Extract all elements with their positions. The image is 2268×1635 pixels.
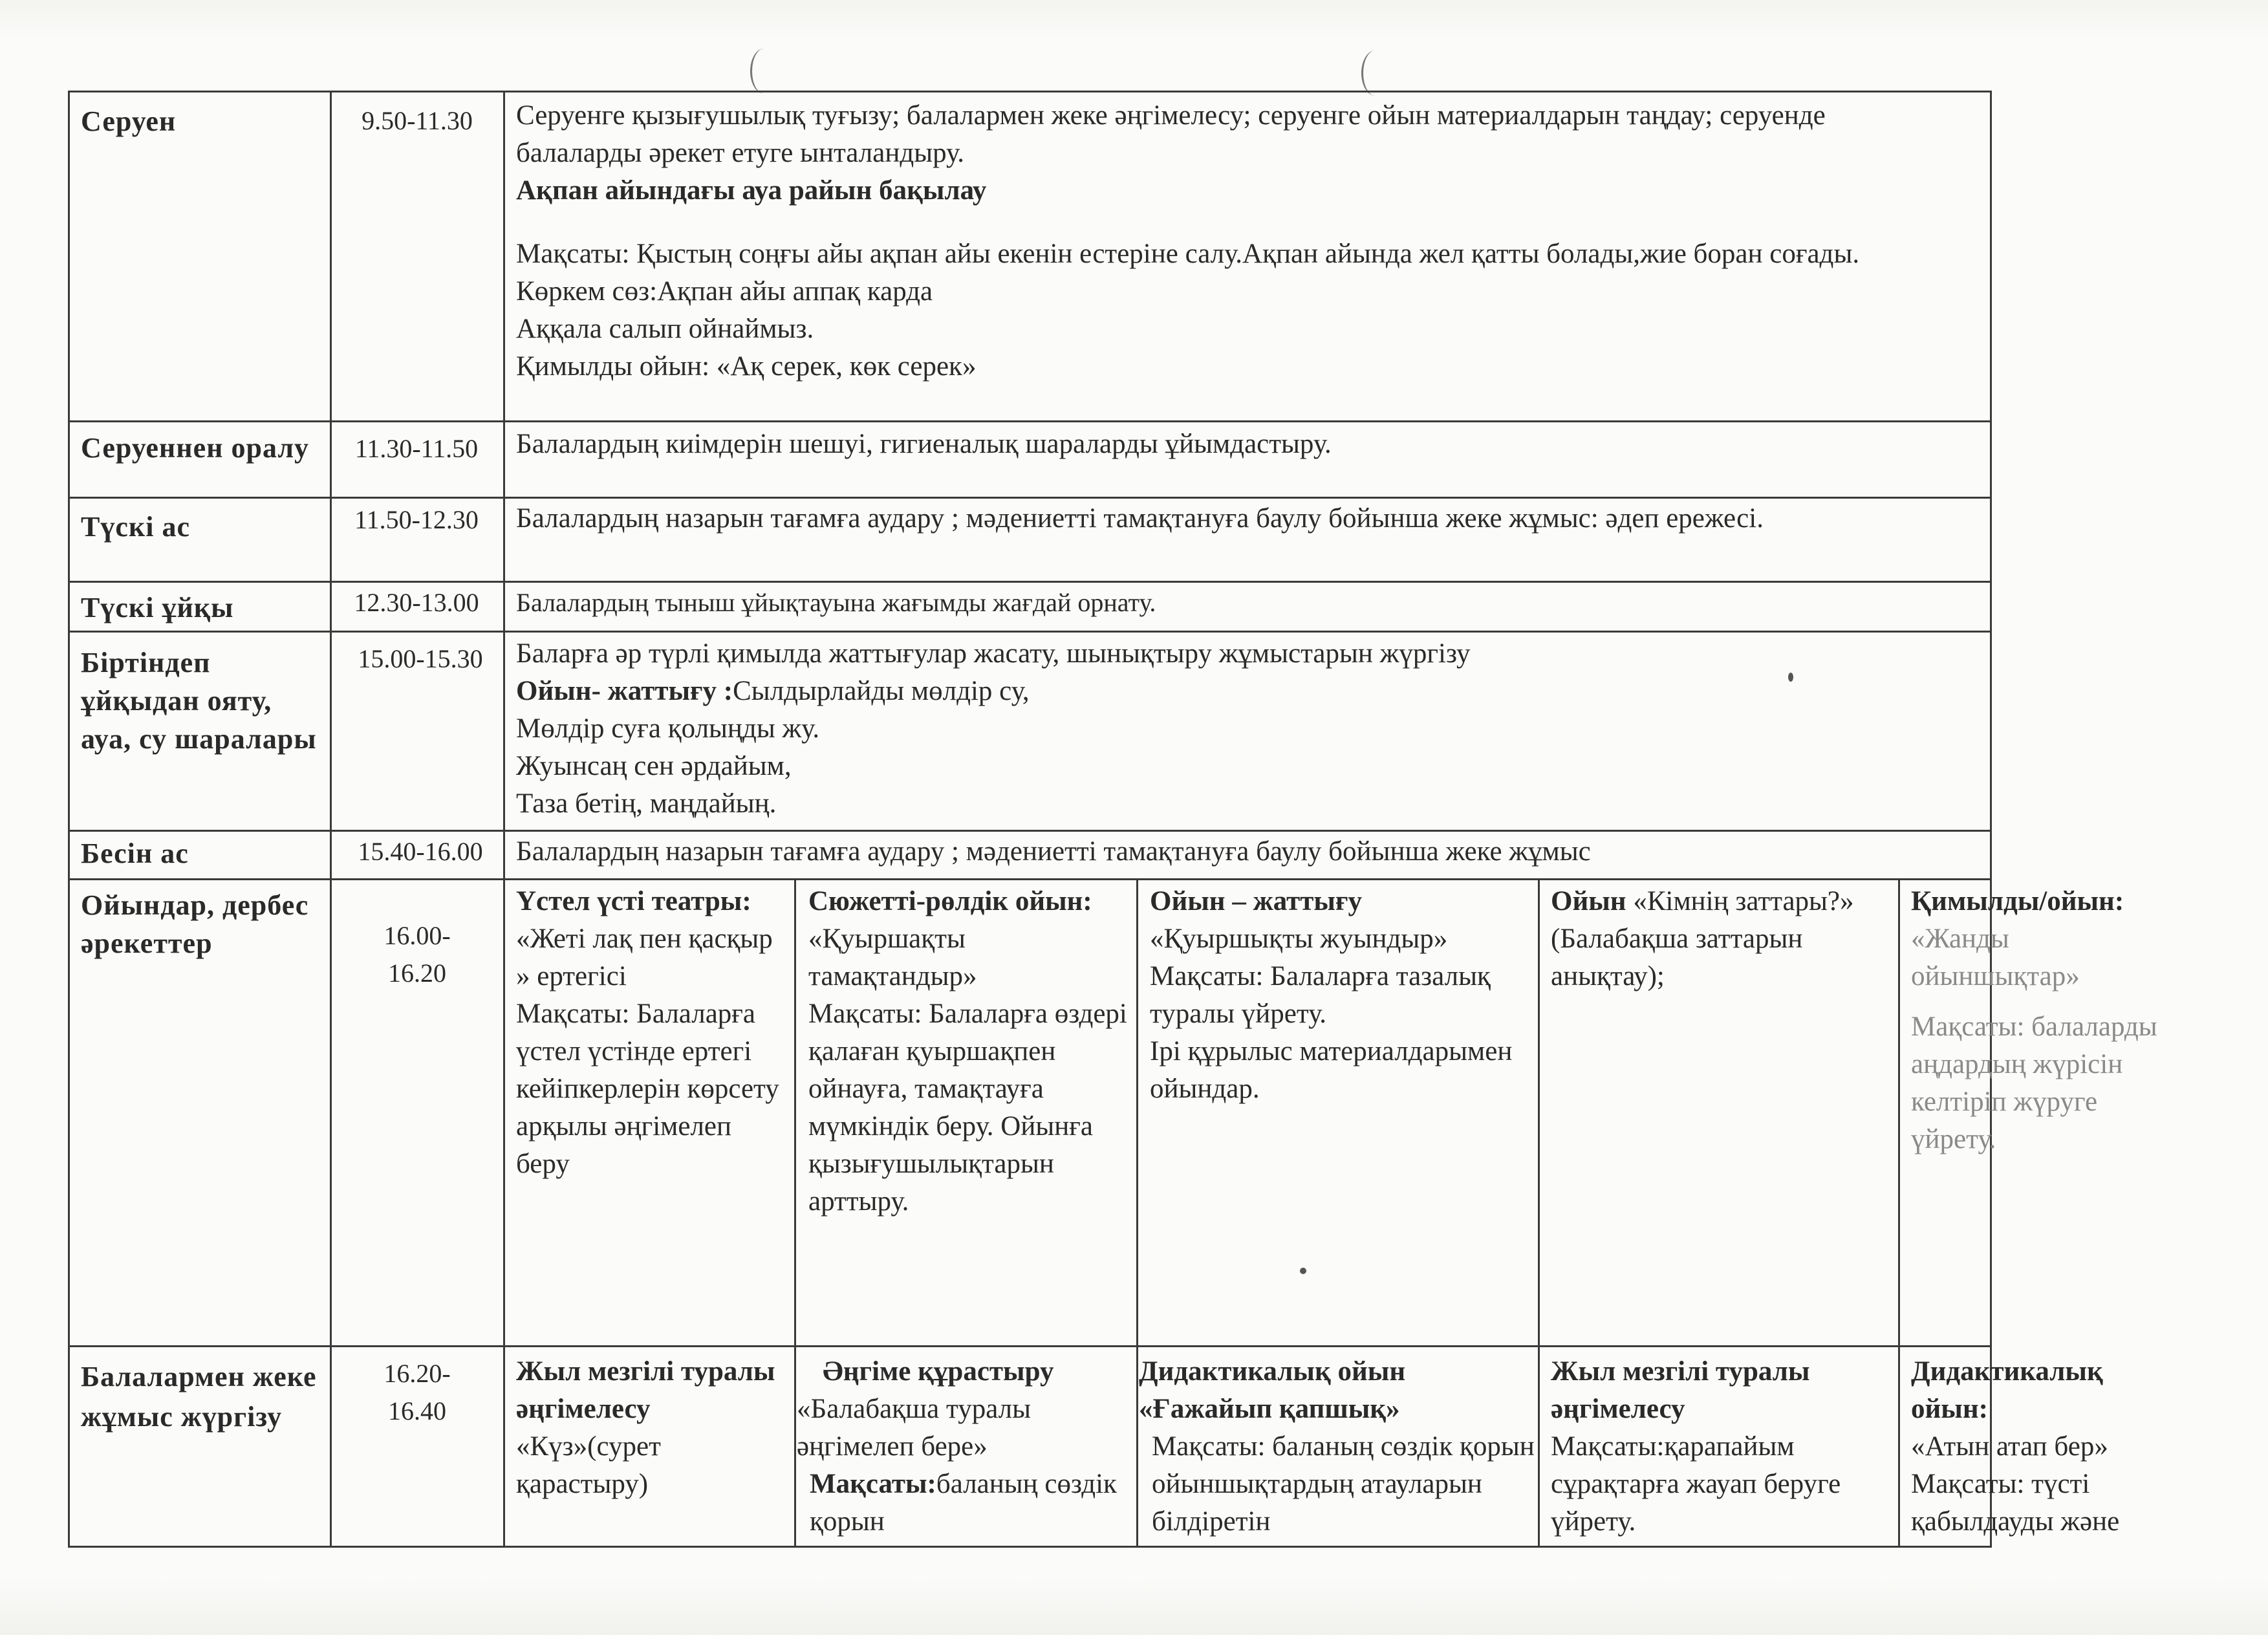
row-divider: [68, 830, 1992, 832]
work-cell: [1911, 1353, 2170, 1544]
column-divider: [1538, 878, 1540, 1548]
column-divider: [330, 91, 332, 1548]
row-content: Балалардың киімдерін шешуі, гигиеналық шараларды ұйымдастыру.: [516, 429, 1332, 459]
row-time: 15.00-15.30: [358, 644, 483, 673]
table-border-right: [1990, 91, 1992, 1548]
work-heading: Дидактикалық ойын:: [1911, 1356, 2103, 1424]
work-heading: Жыл мезгілі туралы әңгімелесу: [516, 1356, 775, 1424]
activity-cell-wide: [1911, 883, 2170, 1158]
table-border-bottom: [68, 1546, 1992, 1548]
activity-body: «Қуыршықты жуындыр» Мақсаты: Балаларға тазалық туралы үйрету. Ірі құрылыс материалдарымен ойындар.: [1150, 924, 1513, 1104]
row-divider: [68, 497, 1992, 499]
row-time: 11.50-12.30: [354, 505, 479, 534]
table-border-left: [68, 91, 70, 1548]
work-body: «Балабақша туралы әңгімелеп бере»: [797, 1394, 1031, 1462]
activity-cell: [1150, 883, 1535, 1108]
work-body: «Атын атап бер» Мақсаты: түсті қабылдауды және: [1911, 1431, 2120, 1537]
row-content: Балалардың тыныш ұйықтауына жағымды жағдай орнату.: [516, 588, 1156, 617]
content-line: Аққала салып ойнаймыз.: [516, 314, 814, 344]
row-content: Балалардың назарын тағамға аудару ; мәдениетті тамақтануға баулу бойынша жеке жұмыс: әдеп ережесі.: [516, 503, 1764, 534]
work-heading: Дидактикалық ойын «Ғажайып қапшық»: [1139, 1356, 1406, 1424]
activity-cell: [1551, 883, 1895, 995]
content-line: Қимылды ойын: «Ақ серек, көк серек»: [516, 351, 977, 382]
work-goal-text: баланың сөздік қорын: [810, 1469, 1117, 1537]
content-line: Көркем сөз:Ақпан айы аппақ карда: [516, 276, 933, 307]
rhyme-line: Жуынсаң сен әрдайым,: [516, 751, 792, 781]
content-line: Баларға әр түрлі қимылда жаттығулар жасату, шынықтыру жұмыстарын жүргізу: [516, 638, 1471, 669]
work-cell: [1551, 1353, 1895, 1544]
row-content: Балалардың назарын тағамға аудару ; мәдениетті тамақтануға баулу бойынша жеке жұмыс: [516, 836, 1591, 867]
activity-body: «Кімнің заттары?» (Балабақша заттарын анықтау);: [1551, 886, 1854, 991]
game-line: [516, 673, 1984, 710]
row-title: Біртіндеп ұйқыдан ояту, ауа, су шаралары: [81, 647, 317, 755]
work-heading: Жыл мезгілі туралы әңгімелесу: [1551, 1356, 1810, 1424]
row-time: 12.30-13.00: [354, 588, 479, 617]
work-cell: [797, 1353, 1134, 1544]
row-title: Серуеннен оралу: [81, 432, 310, 464]
row-time: 11.30-11.50: [354, 434, 479, 463]
work-body: «Күз»(сурет қарастыру): [516, 1431, 661, 1499]
row-divider: [68, 1345, 1992, 1347]
activity-heading: Ойын: [1551, 886, 1626, 916]
row-time: 15.40-16.00: [358, 837, 483, 866]
column-divider: [1898, 878, 1900, 1548]
row-time: 16.20- 16.40: [383, 1359, 451, 1425]
activity-heading: Сюжетті-рөлдік ойын:: [808, 886, 1092, 916]
content-line: Серуенге қызығушылық туғызу; балалармен жеке әңгімелесу; серуенге ойын материалдарын таңдау; серуенде: [516, 100, 1826, 131]
work-goal-label: Мақсаты:: [810, 1469, 936, 1499]
column-divider: [503, 91, 505, 1548]
activity-heading: Ойын – жаттығу: [1150, 886, 1362, 916]
row-time: 16.00- 16.20: [383, 921, 451, 988]
row-title: Балалармен жеке жұмыс жүргізу: [81, 1361, 317, 1433]
row-title: Түскі ас: [81, 511, 190, 543]
rhyme-line: Мөлдір суға қолыңды жу.: [516, 713, 820, 744]
activity-cell: [516, 883, 791, 1183]
work-body: Мақсаты: баланың сөздік қорын ойыншықтардың атауларын білдіретін: [1152, 1431, 1535, 1537]
row-content: [516, 635, 1984, 823]
row-title: Түскі ұйқы: [81, 592, 234, 623]
work-goal: [797, 1466, 1134, 1541]
activity-heading: Үстел үсті театры:: [516, 886, 751, 916]
table-border-top: [68, 91, 1992, 92]
row-title: Бесін ас: [81, 838, 189, 869]
game-label: Ойын- жаттығу :: [516, 676, 733, 706]
work-heading: Әңгіме құрастыру: [823, 1356, 1054, 1387]
row-divider: [68, 631, 1992, 633]
work-cell: [516, 1353, 791, 1544]
row-divider: [68, 878, 1992, 880]
work-cell: [1139, 1353, 1535, 1544]
activity-heading: Қимылды/ойын:: [1911, 886, 2124, 916]
work-body: Мақсаты:қарапайым сұрақтарға жауап беруге үйрету.: [1551, 1431, 1841, 1537]
observation-heading: Ақпан айындағы ауа райын бақылау: [516, 175, 987, 206]
column-divider: [1136, 878, 1138, 1548]
activity-body: «Жанды ойыншықтар»: [1911, 924, 2080, 991]
content-line: балаларды әрекет етуге ынталандыру.: [516, 138, 964, 168]
row-title: Серуен: [81, 105, 177, 137]
row-content: [516, 97, 1984, 385]
row-title: Ойындар, дербес әрекеттер: [81, 889, 309, 959]
activity-body: Мақсаты: балаларды аңдардың жүрісін келтіріп жүруге үйрету.: [1911, 1012, 2157, 1154]
row-divider: [68, 420, 1992, 422]
activity-body: «Қуыршақты тамақтандыр» Мақсаты: Балаларға өздері қалаған қуыршақпен ойнауға, тамақтауға мүмкіндік беру. Ойынға қызығушылықтарын арттыру.: [808, 924, 1127, 1217]
content-line: Мақсаты: Қыстың соңғы айы ақпан айы екенін естеріне салу.Ақпан айында жел қатты болады,жие боран соғады.: [516, 239, 1860, 269]
column-divider: [794, 878, 796, 1548]
activity-cell: [808, 883, 1132, 1220]
rhyme-line: Таза бетің, маңдайың.: [516, 788, 777, 819]
row-time: 9.50-11.30: [362, 106, 473, 135]
row-divider: [68, 581, 1992, 583]
game-text: Сылдырлайды мөлдір су,: [733, 676, 1030, 706]
activity-body: «Жеті лақ пен қасқыр » ертегісі Мақсаты: Балаларға үстел үстінде ертегі кейіпкерлерін көрсету арқылы әңгімелеп беру: [516, 924, 779, 1179]
